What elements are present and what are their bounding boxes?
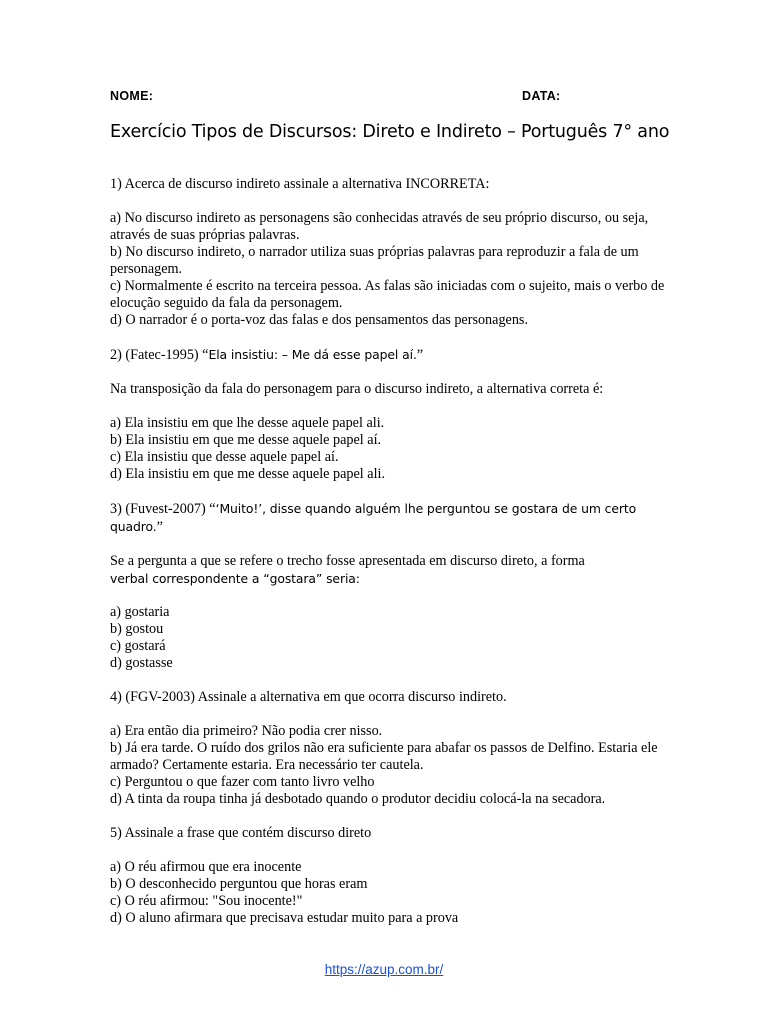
question-1 xyxy=(110,176,670,329)
date-label: DATA: xyxy=(522,89,561,103)
exercise-body xyxy=(110,176,670,927)
question-1-option-b: b) No discurso indireto, o narrador utiliza suas próprias palavras para reproduzir a fala de um personagem. xyxy=(110,244,639,277)
question-5-stem: 5) Assinale a frase que contém discurso direto xyxy=(110,825,372,841)
question-3-stem-prefix: 3) (Fuvest-2007) “ xyxy=(110,501,216,517)
footer xyxy=(0,962,768,977)
question-5-option-a: a) O réu afirmou que era inocente xyxy=(110,859,302,875)
footer-link[interactable]: https://azup.com.br/ xyxy=(324,962,444,977)
question-2-option-a: a) Ela insistiu em que lhe desse aquele papel ali. xyxy=(110,415,385,431)
question-3-option-d: d) gostasse xyxy=(110,655,173,671)
question-3-stem xyxy=(110,500,670,536)
question-3-stem-suffix: ” xyxy=(156,519,163,535)
question-2-option-d: d) Ela insistiu em que me desse aquele papel ali. xyxy=(110,466,385,482)
question-4-option-c: c) Perguntou o que fazer com tanto livro velho xyxy=(110,774,375,790)
question-3-intro-line-2: verbal correspondente a “gostara” seria: xyxy=(110,571,360,586)
question-2-stem-suffix: ” xyxy=(416,347,424,363)
question-3 xyxy=(110,500,670,672)
question-1-option-a: a) No discurso indireto as personagens são conhecidas através de seu próprio discurso, ou seja, através de suas próprias palavras. xyxy=(110,210,649,243)
question-4-stem: 4) (FGV-2003) Assinale a alternativa em que ocorra discurso indireto. xyxy=(110,689,507,705)
question-3-option-a: a) gostaria xyxy=(110,604,170,620)
question-4-option-d: d) A tinta da roupa tinha já desbotado quando o produtor decidiu colocá-la na secadora. xyxy=(110,791,606,807)
question-2-option-b: b) Ela insistiu em que me desse aquele papel aí. xyxy=(110,432,382,448)
question-1-option-c: c) Normalmente é escrito na terceira pessoa. As falas são iniciadas com o sujeito, mais o verbo de elocução seguido da fala da personagem. xyxy=(110,278,665,311)
question-3-option-c: c) gostará xyxy=(110,638,166,654)
question-2-stem xyxy=(110,346,670,364)
question-4 xyxy=(110,689,670,808)
question-2-quote: Ela insistiu: – Me dá esse papel aí. xyxy=(208,347,417,362)
question-1-option-d: d) O narrador é o porta-voz das falas e dos pensamentos das personagens. xyxy=(110,312,528,328)
question-3-option-b: b) gostou xyxy=(110,621,164,637)
question-5 xyxy=(110,825,670,927)
question-1-stem: 1) Acerca de discurso indireto assinale a alternativa INCORRETA: xyxy=(110,176,490,192)
name-label: NOME: xyxy=(110,89,154,103)
question-5-option-c: c) O réu afirmou: "Sou inocente!" xyxy=(110,893,303,909)
question-5-option-b: b) O desconhecido perguntou que horas eram xyxy=(110,876,368,892)
question-3-intro-line-1: Se a pergunta a que se refere o trecho fosse apresentada em discurso direto, a forma xyxy=(110,553,585,569)
question-4-option-a: a) Era então dia primeiro? Não podia crer nisso. xyxy=(110,723,383,739)
question-2-stem-prefix: 2) (Fatec-1995) “ xyxy=(110,347,209,363)
question-2-intro: Na transposição da fala do personagem para o discurso indireto, a alternativa correta é: xyxy=(110,381,604,397)
question-5-option-d: d) O aluno afirmara que precisava estudar muito para a prova xyxy=(110,910,459,926)
question-3-quote: ‘Muito!’, disse quando alguém lhe perguntou se gostara de um certo quadro. xyxy=(110,501,637,534)
page-title: Exercício Tipos de Discursos: Direto e Indireto – Português 7° ano xyxy=(110,122,670,142)
question-2 xyxy=(110,346,670,483)
question-2-option-c: c) Ela insistiu que desse aquele papel aí. xyxy=(110,449,339,465)
question-4-option-b: b) Já era tarde. O ruído dos grilos não era suficiente para abafar os passos de Delfino. Estaria ele armado? Certamente estaria. Era necessário ter cautela. xyxy=(110,740,658,773)
